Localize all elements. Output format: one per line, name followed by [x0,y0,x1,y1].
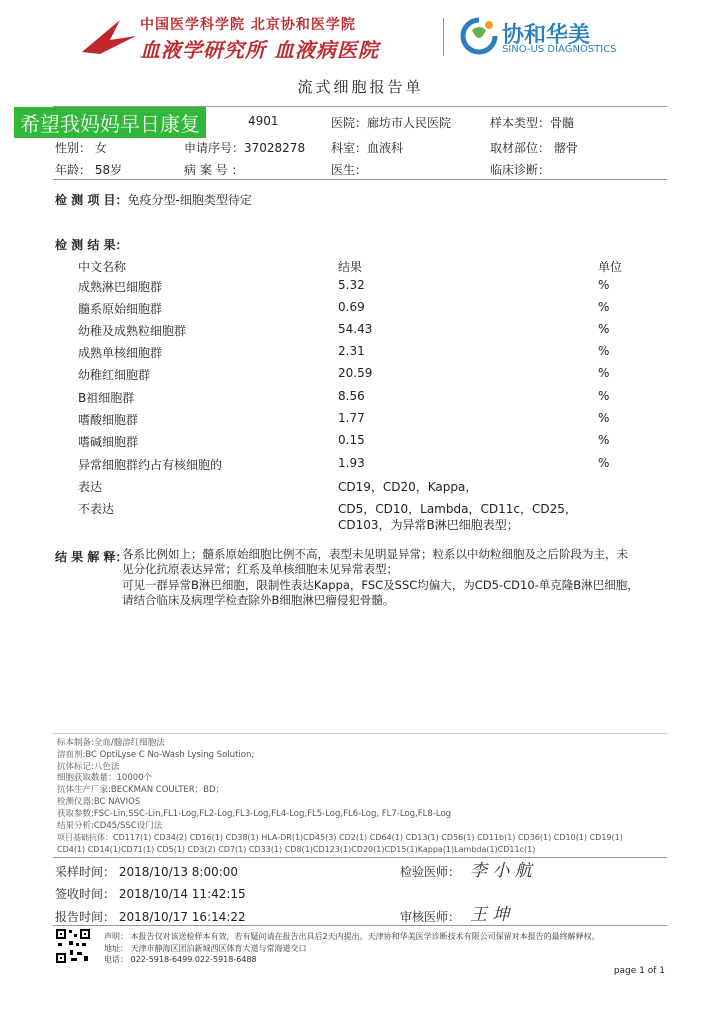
reviewer-signature: 王 坤 [470,905,510,925]
interpretation-line: 各系比例如上；髓系原始细胞比例不高，表型未见明显异常；粒系以中幼粒细胞及之后阶段为主，未 [122,547,628,561]
result-row-value: 54.43 [338,322,373,336]
hospital: 医院：廊坊市人民医院 [331,116,452,130]
collect-time: 采样时间： 2018/10/13 8:00:00 [55,865,239,879]
age: 年龄： 58岁 [55,163,123,177]
col-header-name: 中文名称 [78,260,127,274]
result-row-value: 0.15 [338,433,365,447]
method-line: 溶血剂:BC OptiLyse C No-Wash Lysing Solution; [57,749,255,760]
test-item-label: 检 测 项 目： [55,193,128,207]
method-line: 标本制备:全血/髓溶红细胞法 [57,738,165,748]
result-row-unit: % [598,433,610,447]
result-row-unit: % [598,456,610,470]
green-banner: 希望我妈妈早日康复 [14,107,206,138]
method-line: 检测仪器:BC NAVIOS [57,796,141,807]
method-line: 项目基础抗体：CD117(1) CD34(2) CD16(1) CD38(1) HLA-DR(1)CD45(3) CD2(1) CD64(1) CD13(1) CD56(1) CD11b(1) CD36(1) CD10(1) CD19(1) [57,833,623,843]
method-line: 结果分析:CD45/SSC设门法 [57,820,163,831]
divider [53,925,667,926]
inspector-label: 检验医师： [400,865,461,879]
result-row-name: 成熟单核细胞群 [78,346,163,360]
gender: 性别： 女 [55,141,107,155]
test-item [55,191,252,208]
qr-code-icon [55,928,91,964]
receive-time: 签收时间： 2018/10/14 11:42:15 [55,887,246,901]
department: 科室：血液科 [331,141,404,155]
result-row-unit: % [598,344,610,358]
footer-text [104,931,600,966]
method-line: CD4(1) CD14(1)CD71(1) CD5(1) CD3(2) CD7(1) CD33(1) CD8(1)CD123(1)CD20(1)CD15(1)Kappa(1)Lambda(1)CD11c(1) [57,845,536,855]
col-header-unit: 单位 [598,260,623,274]
divider [53,733,667,734]
method-line: 细胞获取数量：10000个 [57,773,153,784]
result-row-value: 0.69 [338,300,365,314]
method-line: 抗体标记:八色法 [57,761,120,772]
results-label: 检 测 结 果： [55,238,128,252]
result-row-value: 5.32 [338,278,365,292]
inspector-signature: 李 小 航 [470,861,532,881]
footer-address: 地址： 天津市静海区团泊新城西区体育大道与常海道交口 [104,943,307,953]
sample-site: 取材部位： 髂骨 [490,141,578,155]
doctor: 医生： [331,163,368,177]
header-divider [443,18,444,56]
result-row-unit: % [598,411,610,425]
not-expressed-line2: CD103，为异常B淋巴细胞表型； [338,518,519,532]
patient-id: 4901 [248,114,279,128]
clinical-diagnosis: 临床诊断： [490,163,551,177]
result-row-name: B祖细胞群 [78,391,135,405]
not-expressed-line1: CD5，CD10，Lambda，CD11c，CD25， [338,502,577,516]
interpretation-line: 可见一群异常B淋巴细胞，限制性表达Kappa，FSC及SSC均偏大，为CD5-CD10-单克隆B淋巴细胞， [122,577,639,592]
result-row-name: 成熟淋巴细胞群 [78,280,163,294]
report-time: 报告时间： 2018/10/17 16:14:22 [55,910,246,924]
interpretation-label: 结 果 解 释： [55,550,128,564]
result-row-value: 2.31 [338,344,365,358]
result-row-value: 20.59 [338,366,373,380]
result-row-unit: % [598,300,610,314]
application-number: 申请序号：37028278 [184,141,306,155]
interpretation-line: 见分化抗原表达异常；红系及单核细胞未见异常表型； [122,562,398,577]
method-section [57,738,672,856]
result-row-name: 髓系原始细胞群 [78,302,163,316]
institute-name-line1: 中国医学科学院 北京协和医学院 [140,17,356,33]
result-row-unit: % [598,389,610,403]
result-row-unit: % [598,366,610,380]
divider [53,179,667,180]
divider [53,857,667,858]
interpretation-line: 请结合临床及病理学检查除外B细胞淋巴瘤侵犯骨髓。 [122,592,395,607]
result-row-unit: % [598,322,610,336]
result-row-name: 异常细胞群约占有核细胞的 [78,458,223,472]
test-item-value: 免疫分型-细胞类型待定 [127,193,252,207]
page-number: page 1 of 1 [613,966,665,976]
expressed-label: 表达 [78,480,103,494]
brand-name-cn: 协和华美 [502,23,591,48]
brand-name-en: SINO-US DIAGNOSTICS [502,44,617,55]
reviewer-label: 审核医师： [400,910,461,924]
institute-name-line2: 血液学研究所 血液病医院 [140,38,379,62]
result-row-name: 嗜酸细胞群 [78,413,139,427]
institute-logo [80,16,138,56]
report-title: 流式细胞报告单 [297,78,424,96]
result-row-name: 幼稚红细胞群 [78,368,151,382]
result-row-value: 1.77 [338,411,365,425]
result-row-unit: % [598,278,610,292]
record-number: 病 案 号 ： [184,163,244,177]
result-row-name: 幼稚及成熟粒细胞群 [78,324,187,338]
sample-type: 样本类型：骨髓 [490,116,575,130]
interpretation-text [122,547,662,608]
method-line: 抗体生产厂家:BECKMAN COULTER；BD； [57,785,225,796]
col-header-result: 结果 [338,260,363,274]
sino-us-logo-icon [460,16,498,56]
not-expressed-label: 不表达 [78,502,115,516]
footer-statement: 声明： 本报告仅对该送检样本有效，若有疑问请在报告出具后2天内提出。天津协和华美医学诊断技术有限公司保留对本报告的最终解释权。 [104,932,600,941]
expressed-value: CD19，CD20，Kappa， [338,480,478,494]
result-row-name: 嗜碱细胞群 [78,435,139,449]
result-row-value: 1.93 [338,456,365,470]
footer-phone: 电话： 022-5918-6499 022-5918-6488 [104,955,257,964]
result-row-value: 8.56 [338,389,365,403]
method-line: 获取参数:FSC-Lin,SSC-Lin,FL1-Log,FL2-Log,FL3-Log,FL4-Log,FL5-Log,FL6-Log, FL7-Log,FL8-Log [57,808,452,819]
